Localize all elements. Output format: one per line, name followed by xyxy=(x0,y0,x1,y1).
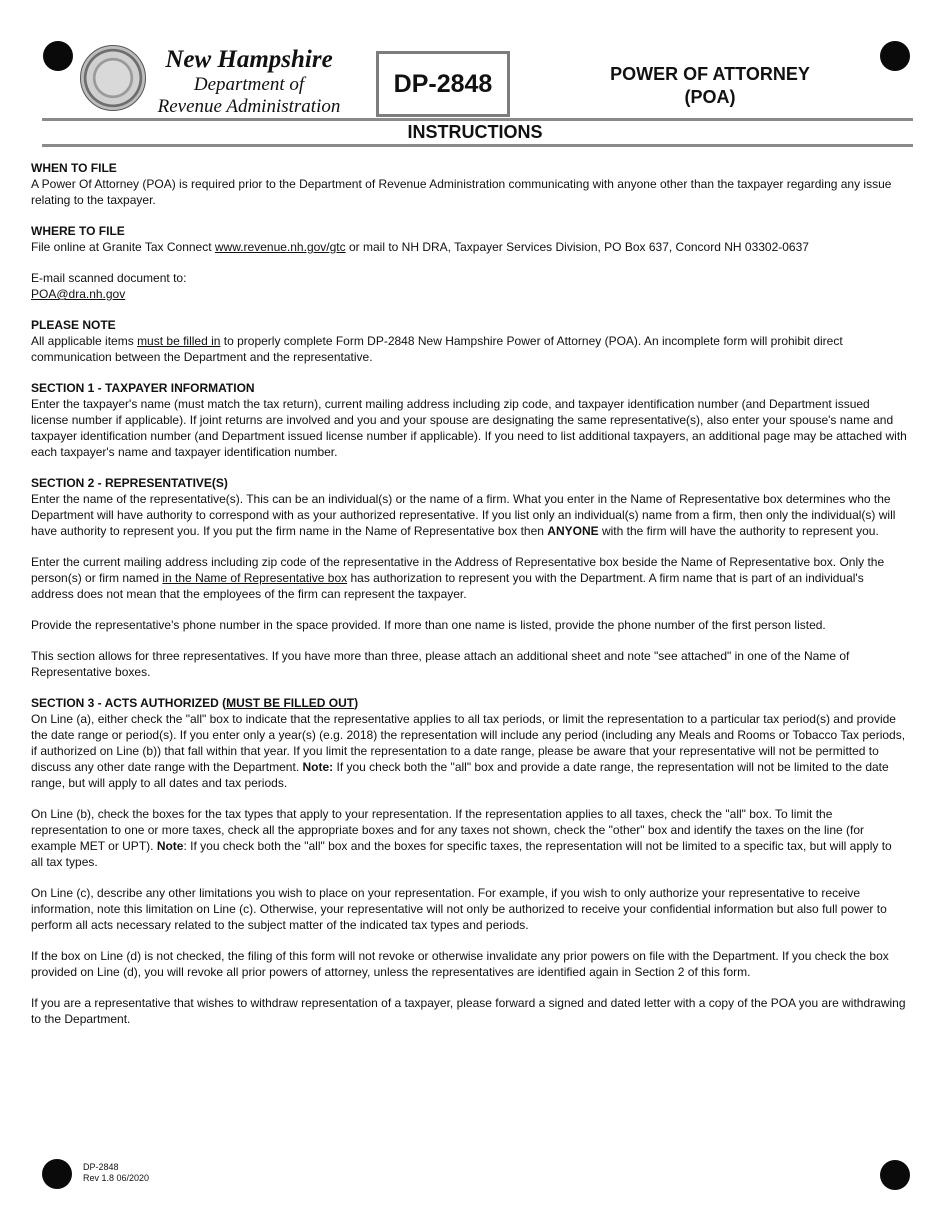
section-3-p2-after: : If you check both the "all" box and the boxes for specific taxes, the representation will not be limited to a specific tax, but will apply to all tax types. xyxy=(31,839,892,869)
department-name xyxy=(145,46,353,118)
where-to-file-text xyxy=(31,239,907,255)
section-3-paragraph-3: On Line (c), describe any other limitations you wish to place on your representation. For example, if you wish to only authorize your representative to receive information, note this limitation on Line (c). Otherwise, your representative will not only be authorized to receive your confidential information but also full power to perform all acts necessary related to the subject matter of the indicated tax types and periods. xyxy=(31,886,887,932)
form-title xyxy=(595,63,825,109)
dept-line-2: Revenue Administration xyxy=(157,96,341,117)
section-3 xyxy=(31,695,907,1027)
section-3-paragraph-2 xyxy=(31,806,907,870)
when-to-file-heading: WHEN TO FILE xyxy=(31,161,117,175)
please-note-text xyxy=(31,333,907,365)
section-2-paragraph-4: This section allows for three representatives. If you have more than three, please attach an additional sheet and note "see attached" in one of the Name of Representative boxes. xyxy=(31,649,850,679)
dept-state: New Hampshire xyxy=(165,46,333,73)
where-to-file-section xyxy=(31,223,907,302)
section-3-p2-before: On Line (b), check the boxes for the tax types that apply to your representation. If the representation applies to all taxes, check the "all" box. To limit the representation to one or more taxes, check all the appropriate boxes and for any taxes not shown, check the "other" box and identify the taxes on the line (for example MET or UPT). xyxy=(31,807,865,853)
section-3-p1-before: On Line (a), either check the "all" box to indicate that the representative applies to all tax periods, or limit the representation to a particular tax period(s) and provide the date range or period(s). If you enter only a year(s) (e.g. 2018) the representation will include any period (including any Meals and Rooms or Tobacco Tax periods, if authorized on Line (b)) that fall within that year. If you limit the representation to a date range, please be aware that your representative will not be permitted to discuss any other date range with the Department. xyxy=(31,712,906,774)
please-note-text-before: All applicable items xyxy=(31,334,138,348)
section-3-heading-after: ) xyxy=(354,696,359,710)
section-2-p2-before: Enter the current mailing address including zip code of the representative in the Address of Representative box beside the Name of Representative box. Only the person(s) or firm named xyxy=(31,555,885,585)
where-to-file-text-after: or mail to NH DRA, Taxpayer Services Division, PO Box 637, Concord NH 03302-0637 xyxy=(345,240,809,254)
form-title-line-2: (POA) xyxy=(684,87,736,107)
email-line xyxy=(31,286,907,302)
section-3-paragraph-4: If the box on Line (d) is not checked, the filing of this form will not revoke or otherwise invalidate any prior powers on file with the Department. If you check the box provided on Line (d), you will revoke all prior powers of attorney, unless the representatives are identified again in Section 2 of this form. xyxy=(31,949,889,979)
when-to-file-text: A Power Of Attorney (POA) is required prior to the Department of Revenue Administration communicating with anyone other than the taxpayer regarding any issue relating to the taxpayer. xyxy=(31,177,892,207)
please-note-underlined: must be filled in xyxy=(137,334,221,348)
section-3-heading-before: SECTION 3 - ACTS AUTHORIZED ( xyxy=(31,696,227,710)
section-3-heading xyxy=(31,695,907,711)
instructions-body xyxy=(31,160,907,1042)
when-to-file-section xyxy=(31,160,907,208)
section-2 xyxy=(31,475,907,680)
email-label: E-mail scanned document to: xyxy=(31,271,187,285)
instructions-title: INSTRUCTIONS xyxy=(407,122,543,142)
form-id-box xyxy=(376,51,510,117)
registration-mark-bottom-right xyxy=(880,1160,910,1190)
section-3-paragraph-1 xyxy=(31,711,907,791)
section-3-paragraph-5: If you are a representative that wishes to withdraw representation of a taxpayer, please forward a signed and dated letter with a copy of the POA you are withdrawing to the Department. xyxy=(31,996,906,1026)
section-2-paragraph-3: Provide the representative's phone number in the space provided. If more than one name is listed, provide the phone number of the first person listed. xyxy=(31,618,826,632)
section-3-p1-after: If you check both the "all" box and provide a date range, the representation will not be limited to the date range, but will apply to all dates and tax periods. xyxy=(31,760,889,790)
section-2-p1-before: Enter the name of the representative(s). This can be an individual(s) or the name of a firm. What you enter in the Name of Representative box determines who the Department will have authority to correspond with as your authorized representative. If you list only an individual(s) name from a firm, then only the individual(s) will have authority to represent you. If you put the firm name in the Name of Representative box then xyxy=(31,492,896,538)
email-link[interactable]: POA@dra.nh.gov xyxy=(31,287,126,301)
section-3-p1-bold: Note: xyxy=(302,760,334,774)
section-1 xyxy=(31,380,907,460)
section-2-p1-bold: ANYONE xyxy=(547,524,599,538)
section-2-heading: SECTION 2 - REPRESENTATIVE(S) xyxy=(31,476,228,490)
registration-mark-top-left xyxy=(43,41,73,71)
section-1-heading: SECTION 1 - TAXPAYER INFORMATION xyxy=(31,381,255,395)
where-to-file-text-before: File online at Granite Tax Connect xyxy=(31,240,215,254)
please-note-text-after: to properly complete Form DP-2848 New Hampshire Power of Attorney (POA). An incomplete form will prohibit direct communication between the Department and the representative. xyxy=(31,334,843,364)
registration-mark-top-right xyxy=(880,41,910,71)
registration-mark-bottom-left xyxy=(42,1159,72,1189)
section-2-p2-underlined: in the Name of Representative box xyxy=(162,571,348,585)
gtc-link[interactable]: www.revenue.nh.gov/gtc xyxy=(214,240,346,254)
header-rule-bottom xyxy=(42,144,913,147)
state-seal-icon xyxy=(80,45,146,111)
dept-line-1: Department of xyxy=(193,74,305,95)
section-2-paragraph-2 xyxy=(31,554,907,602)
section-3-p2-bold: Note xyxy=(156,839,184,853)
section-2-paragraph-1 xyxy=(31,491,907,539)
please-note-heading: PLEASE NOTE xyxy=(31,318,116,332)
section-2-p1-after: with the firm will have the authority to represent you. xyxy=(598,524,879,538)
form-title-line-1: POWER OF ATTORNEY xyxy=(610,64,810,84)
header-rule-top xyxy=(42,118,913,121)
footer-revision: Rev 1.8 06/2020 xyxy=(83,1173,150,1183)
footer xyxy=(83,1162,149,1184)
section-1-text: Enter the taxpayer's name (must match the tax return), current mailing address including zip code, and taxpayer identification number (and Department issued license number if applicable). If joint returns are involved and you and your spouse are designating the same representative(s), also enter your spouse's name and taxpayer identification number (and Department issued license number if applicable). If you need to list additional taxpayers, an additional page may be attached with each taxpayer's name and taxpayer identification number. xyxy=(31,397,907,459)
section-2-p2-after: has authorization to represent you with the Department. A firm name that is part of an individual's address does not mean that the employees of the firm can represent the taxpayer. xyxy=(31,571,864,601)
please-note-section xyxy=(31,317,907,365)
form-id: DP-2848 xyxy=(393,69,493,98)
section-3-heading-underlined: MUST BE FILLED OUT xyxy=(226,696,355,710)
where-to-file-heading: WHERE TO FILE xyxy=(31,224,125,238)
footer-form-id: DP-2848 xyxy=(83,1162,119,1172)
